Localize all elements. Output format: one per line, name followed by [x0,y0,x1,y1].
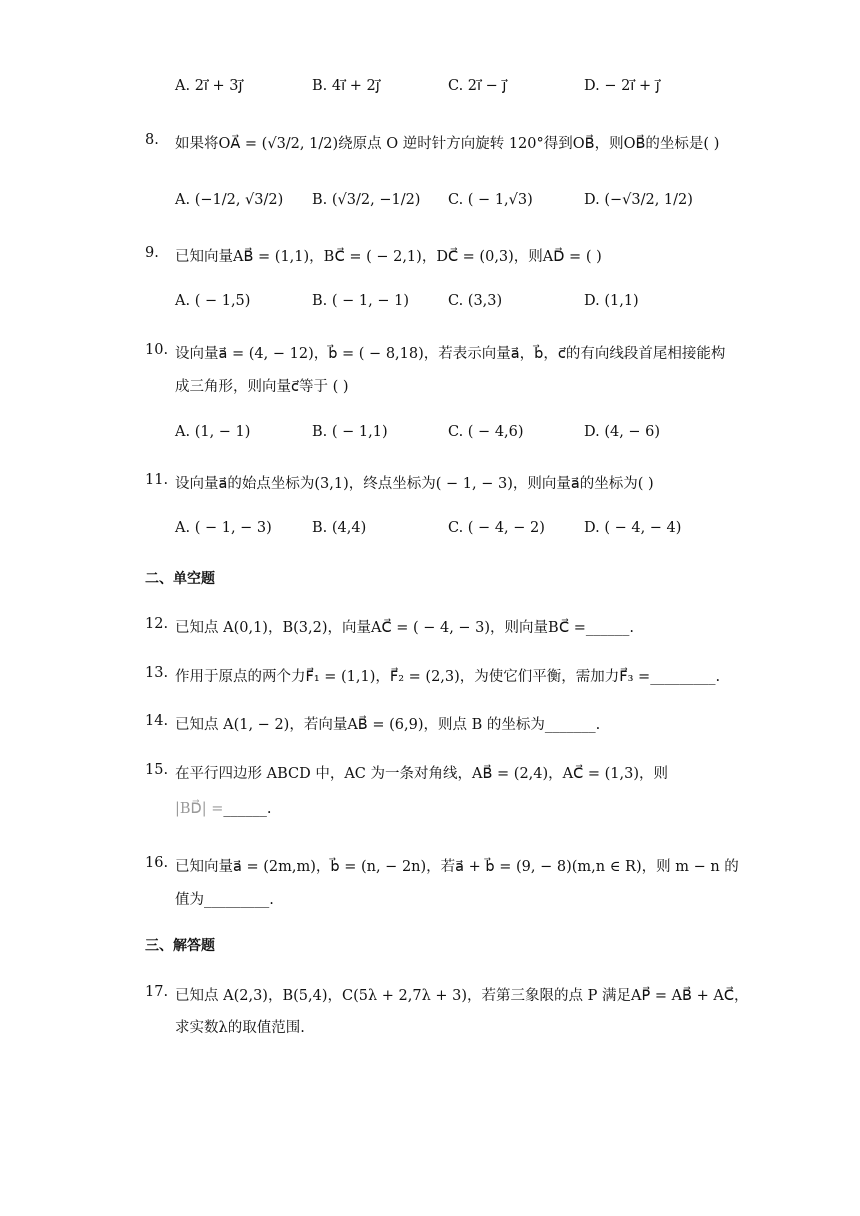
question-number: 10. [145,342,169,358]
question-text: 已知点 A(0,1)，B(3,2)，向量AC⃗ = ( − 4, − 3)，则向量BC⃗ =______. [175,620,634,636]
question-text: 设向量a⃗的始点坐标为(3,1)，终点坐标为( − 1, − 3)，则向量a⃗的坐标为( ) [175,476,654,492]
option-d: D. (4, − 6) [584,424,661,440]
question-text-line-1: 已知向量a⃗ = (2m,m)，b⃗ = (n, − 2n)，若a⃗ + b⃗ = (9, − 8)(m,n ∈ R)，则 m − n 的 [175,859,739,875]
bd-magnitude-expression: |BD⃗| = [175,801,224,817]
question-number: 9. [145,245,159,261]
option-b: B. ( − 1,1) [312,424,388,440]
option-c: C. ( − 4,6) [448,424,524,440]
option-a: A. (1, − 1) [175,424,251,440]
question-number: 16. [145,855,169,871]
option-d: D. (−√3/2, 1/2) [584,192,693,208]
question-number: 8. [145,132,159,148]
question-text: 已知向量AB⃗ = (1,1)，BC⃗ = ( − 2,1)，DC⃗ = (0,3)，则AD⃗ = ( ) [175,249,602,265]
option-b: B. (√3/2, −1/2) [312,192,421,208]
question-number: 15. [145,762,169,778]
q7-option-d: D. − 2i⃗ + j⃗ [584,78,660,94]
question-text-line-1: 已知点 A(2,3)，B(5,4)，C(5λ + 2,7λ + 3)，若第三象限的点 P 满足AP⃗ = AB⃗ + AC⃗， [175,988,749,1004]
option-c: C. (3,3) [448,293,503,309]
option-b: B. (4,4) [312,520,367,536]
question-text: 如果将OA⃗ = (√3/2, 1/2)绕原点 O 逆时针方向旋转 120°得到OB⃗，则OB⃗的坐标是( ) [175,136,720,152]
question-number: 12. [145,616,169,632]
section-heading-answer: 三、解答题 [145,938,215,954]
question-number: 11. [145,472,169,488]
question-text-line-2 [175,801,271,817]
section-heading-fill-in: 二、单空题 [145,571,215,587]
option-c: C. ( − 1,√3) [448,192,533,208]
option-c: C. ( − 4, − 2) [448,520,545,536]
answer-blank: ______. [223,801,272,817]
question-text: 已知点 A(1, − 2)，若向量AB⃗ = (6,9)，则点 B 的坐标为_______. [175,717,601,733]
option-a: A. ( − 1, − 3) [175,520,272,536]
question-text: 作用于原点的两个力F⃗₁ = (1,1)，F⃗₂ = (2,3)，为使它们平衡，需加力F⃗₃ =_________. [175,669,721,685]
option-d: D. ( − 4, − 4) [584,520,682,536]
question-text-line-2: 值为_________. [175,892,274,908]
option-d: D. (1,1) [584,293,639,309]
q7-option-a: A. 2i⃗ + 3j⃗ [175,78,243,94]
question-number: 13. [145,665,169,681]
option-b: B. ( − 1, − 1) [312,293,409,309]
question-number: 14. [145,713,169,729]
question-text-line-1: 设向量a⃗ = (4, − 12)，b⃗ = ( − 8,18)，若表示向量a⃗，b⃗，c⃗的有向线段首尾相接能构 [175,346,726,362]
question-text-line-2: 成三角形，则向量c⃗等于 ( ) [175,379,349,395]
question-text-line-2: 求实数λ的取值范围. [175,1020,305,1036]
q7-option-b: B. 4i⃗ + 2j⃗ [312,78,380,94]
option-a: A. (−1/2, √3/2) [175,192,284,208]
question-text-line-1: 在平行四边形 ABCD 中，AC 为一条对角线，AB⃗ = (2,4)，AC⃗ = (1,3)，则 [175,766,669,782]
option-a: A. ( − 1,5) [175,293,251,309]
q7-option-c: C. 2i⃗ − j⃗ [448,78,507,94]
question-number: 17. [145,984,169,1000]
